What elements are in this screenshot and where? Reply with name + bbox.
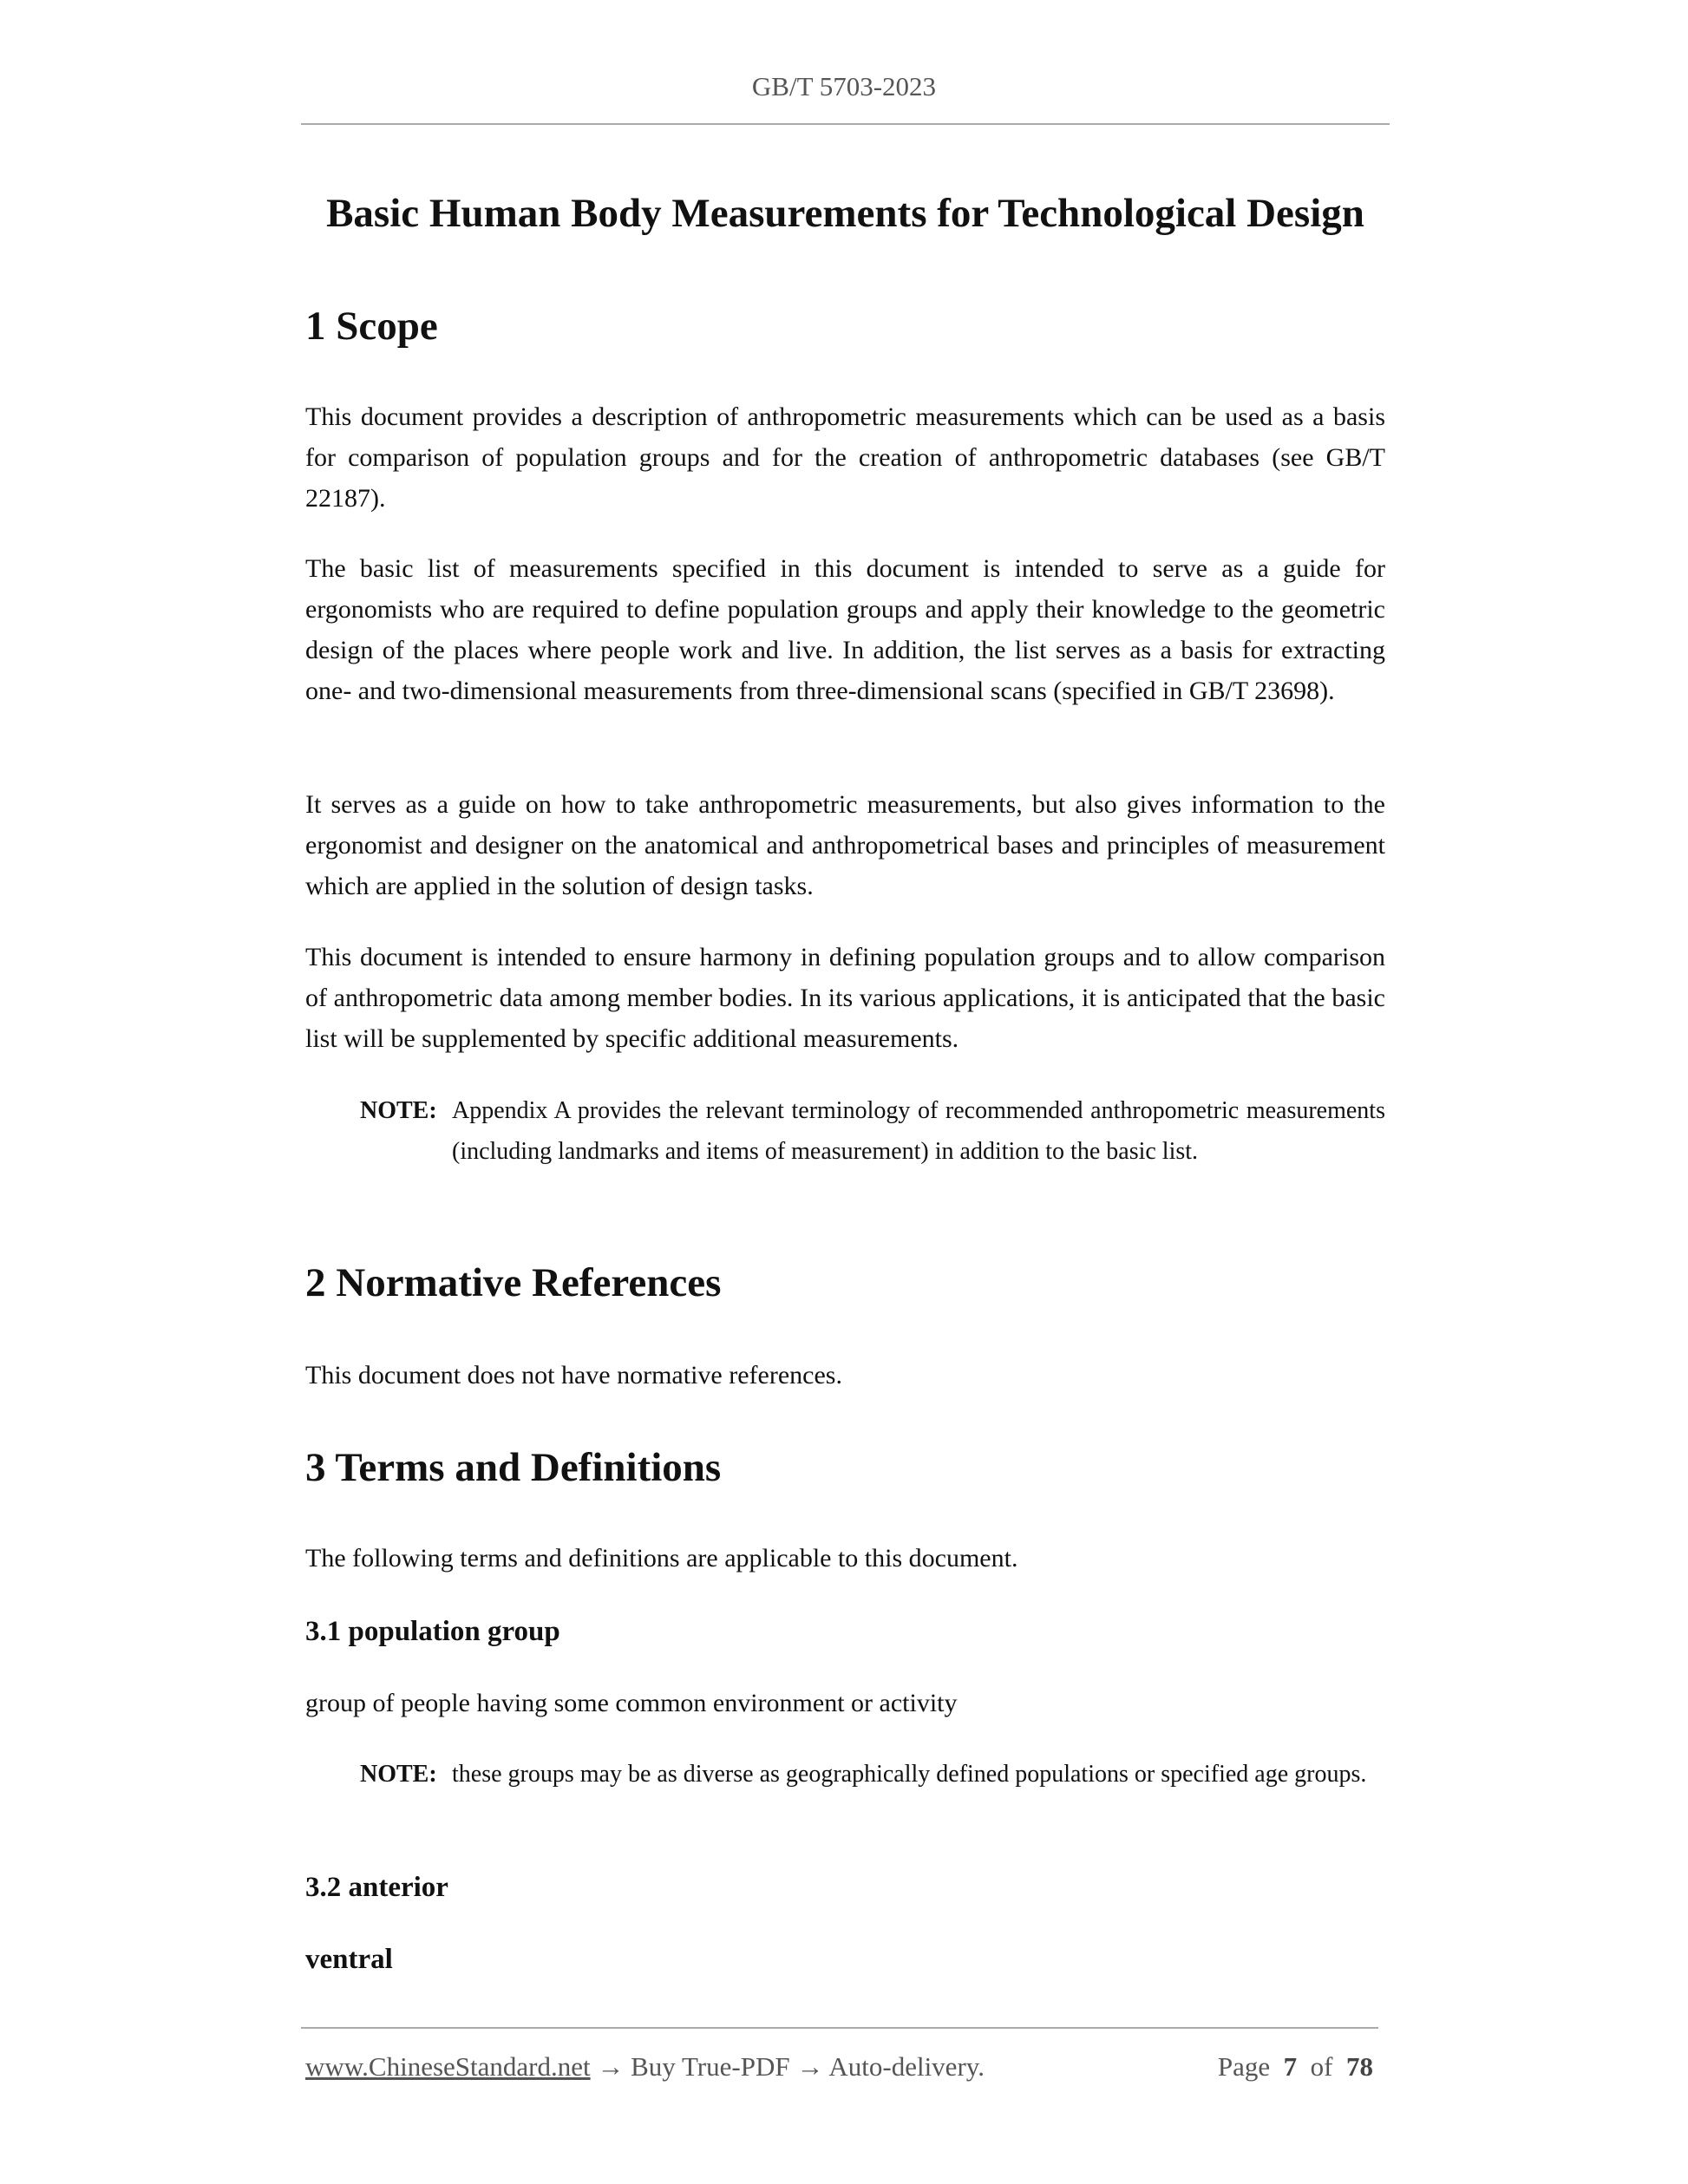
footer bbox=[305, 2048, 1378, 2086]
note-text: these groups may be as diverse as geographically defined populations or specified age groups. bbox=[452, 1761, 1367, 1788]
term-heading: 3.1 population group bbox=[305, 1616, 560, 1647]
term-synonym: ventral bbox=[305, 1944, 393, 1975]
footer-promo bbox=[305, 2048, 985, 2086]
footer-promo-text: → Buy True-PDF → Auto-delivery. bbox=[590, 2051, 985, 2082]
paragraph: This document is intended to ensure harmony in defining population groups and to allow comparison of anthropometric data among member bodies. In its various applications, it is anticipated that the basic list will be supplemented by specific additional measurements. bbox=[305, 943, 1385, 1053]
page-total: 78 bbox=[1346, 2051, 1373, 2082]
page-number: 7 bbox=[1283, 2051, 1298, 2082]
of-word: of bbox=[1310, 2051, 1333, 2082]
website-link[interactable]: www.ChineseStandard.net bbox=[305, 2051, 591, 2082]
page-word: Page bbox=[1217, 2051, 1271, 2082]
header-divider bbox=[301, 123, 1390, 125]
paragraph: It serves as a guide on how to take anthropometric measurements, but also gives information to the ergonomist and designer on the anatomical and anthropometrical bases and principles of measurement which are applied in the solution of design tasks. bbox=[305, 790, 1385, 900]
paragraph: The basic list of measurements specified in this document is intended to serve as a guide for ergonomists who are required to define population groups and apply their knowledge to the geometric design of the places where people work and live. In addition, the list serves as a basis for extracting one- and two-dimensional measurements from three-dimensional scans (specified in GB/T 23698). bbox=[305, 554, 1385, 705]
paragraph: The following terms and definitions are applicable to this document. bbox=[305, 1544, 1018, 1573]
section-heading-scope: 1 Scope bbox=[305, 304, 438, 349]
section-heading-terms: 3 Terms and Definitions bbox=[305, 1445, 722, 1490]
note-text: Appendix A provides the relevant terminology of recommended anthropometric measurements (including landmarks and items of measurement) in addition to the basic list. bbox=[452, 1097, 1385, 1165]
term-heading: 3.2 anterior bbox=[305, 1872, 448, 1903]
paragraph: This document does not have normative references. bbox=[305, 1361, 842, 1390]
running-header: GB/T 5703-2023 bbox=[751, 71, 937, 101]
term-definition: group of people having some common environment or activity bbox=[305, 1689, 958, 1717]
note bbox=[360, 1754, 1385, 1795]
section-heading-normative: 2 Normative References bbox=[305, 1260, 722, 1305]
footer-divider bbox=[301, 2027, 1378, 2029]
document-title: Basic Human Body Measurements for Technological Design bbox=[326, 191, 1364, 236]
note-label: NOTE: bbox=[360, 1097, 437, 1124]
paragraph: This document provides a description of anthropometric measurements which can be used as a basis for comparison of population groups and for the creation of anthropometric databases (see GB/T 22187). bbox=[305, 402, 1385, 513]
note bbox=[360, 1090, 1385, 1172]
note-label: NOTE: bbox=[360, 1761, 437, 1788]
page-indicator bbox=[1218, 2048, 1373, 2086]
